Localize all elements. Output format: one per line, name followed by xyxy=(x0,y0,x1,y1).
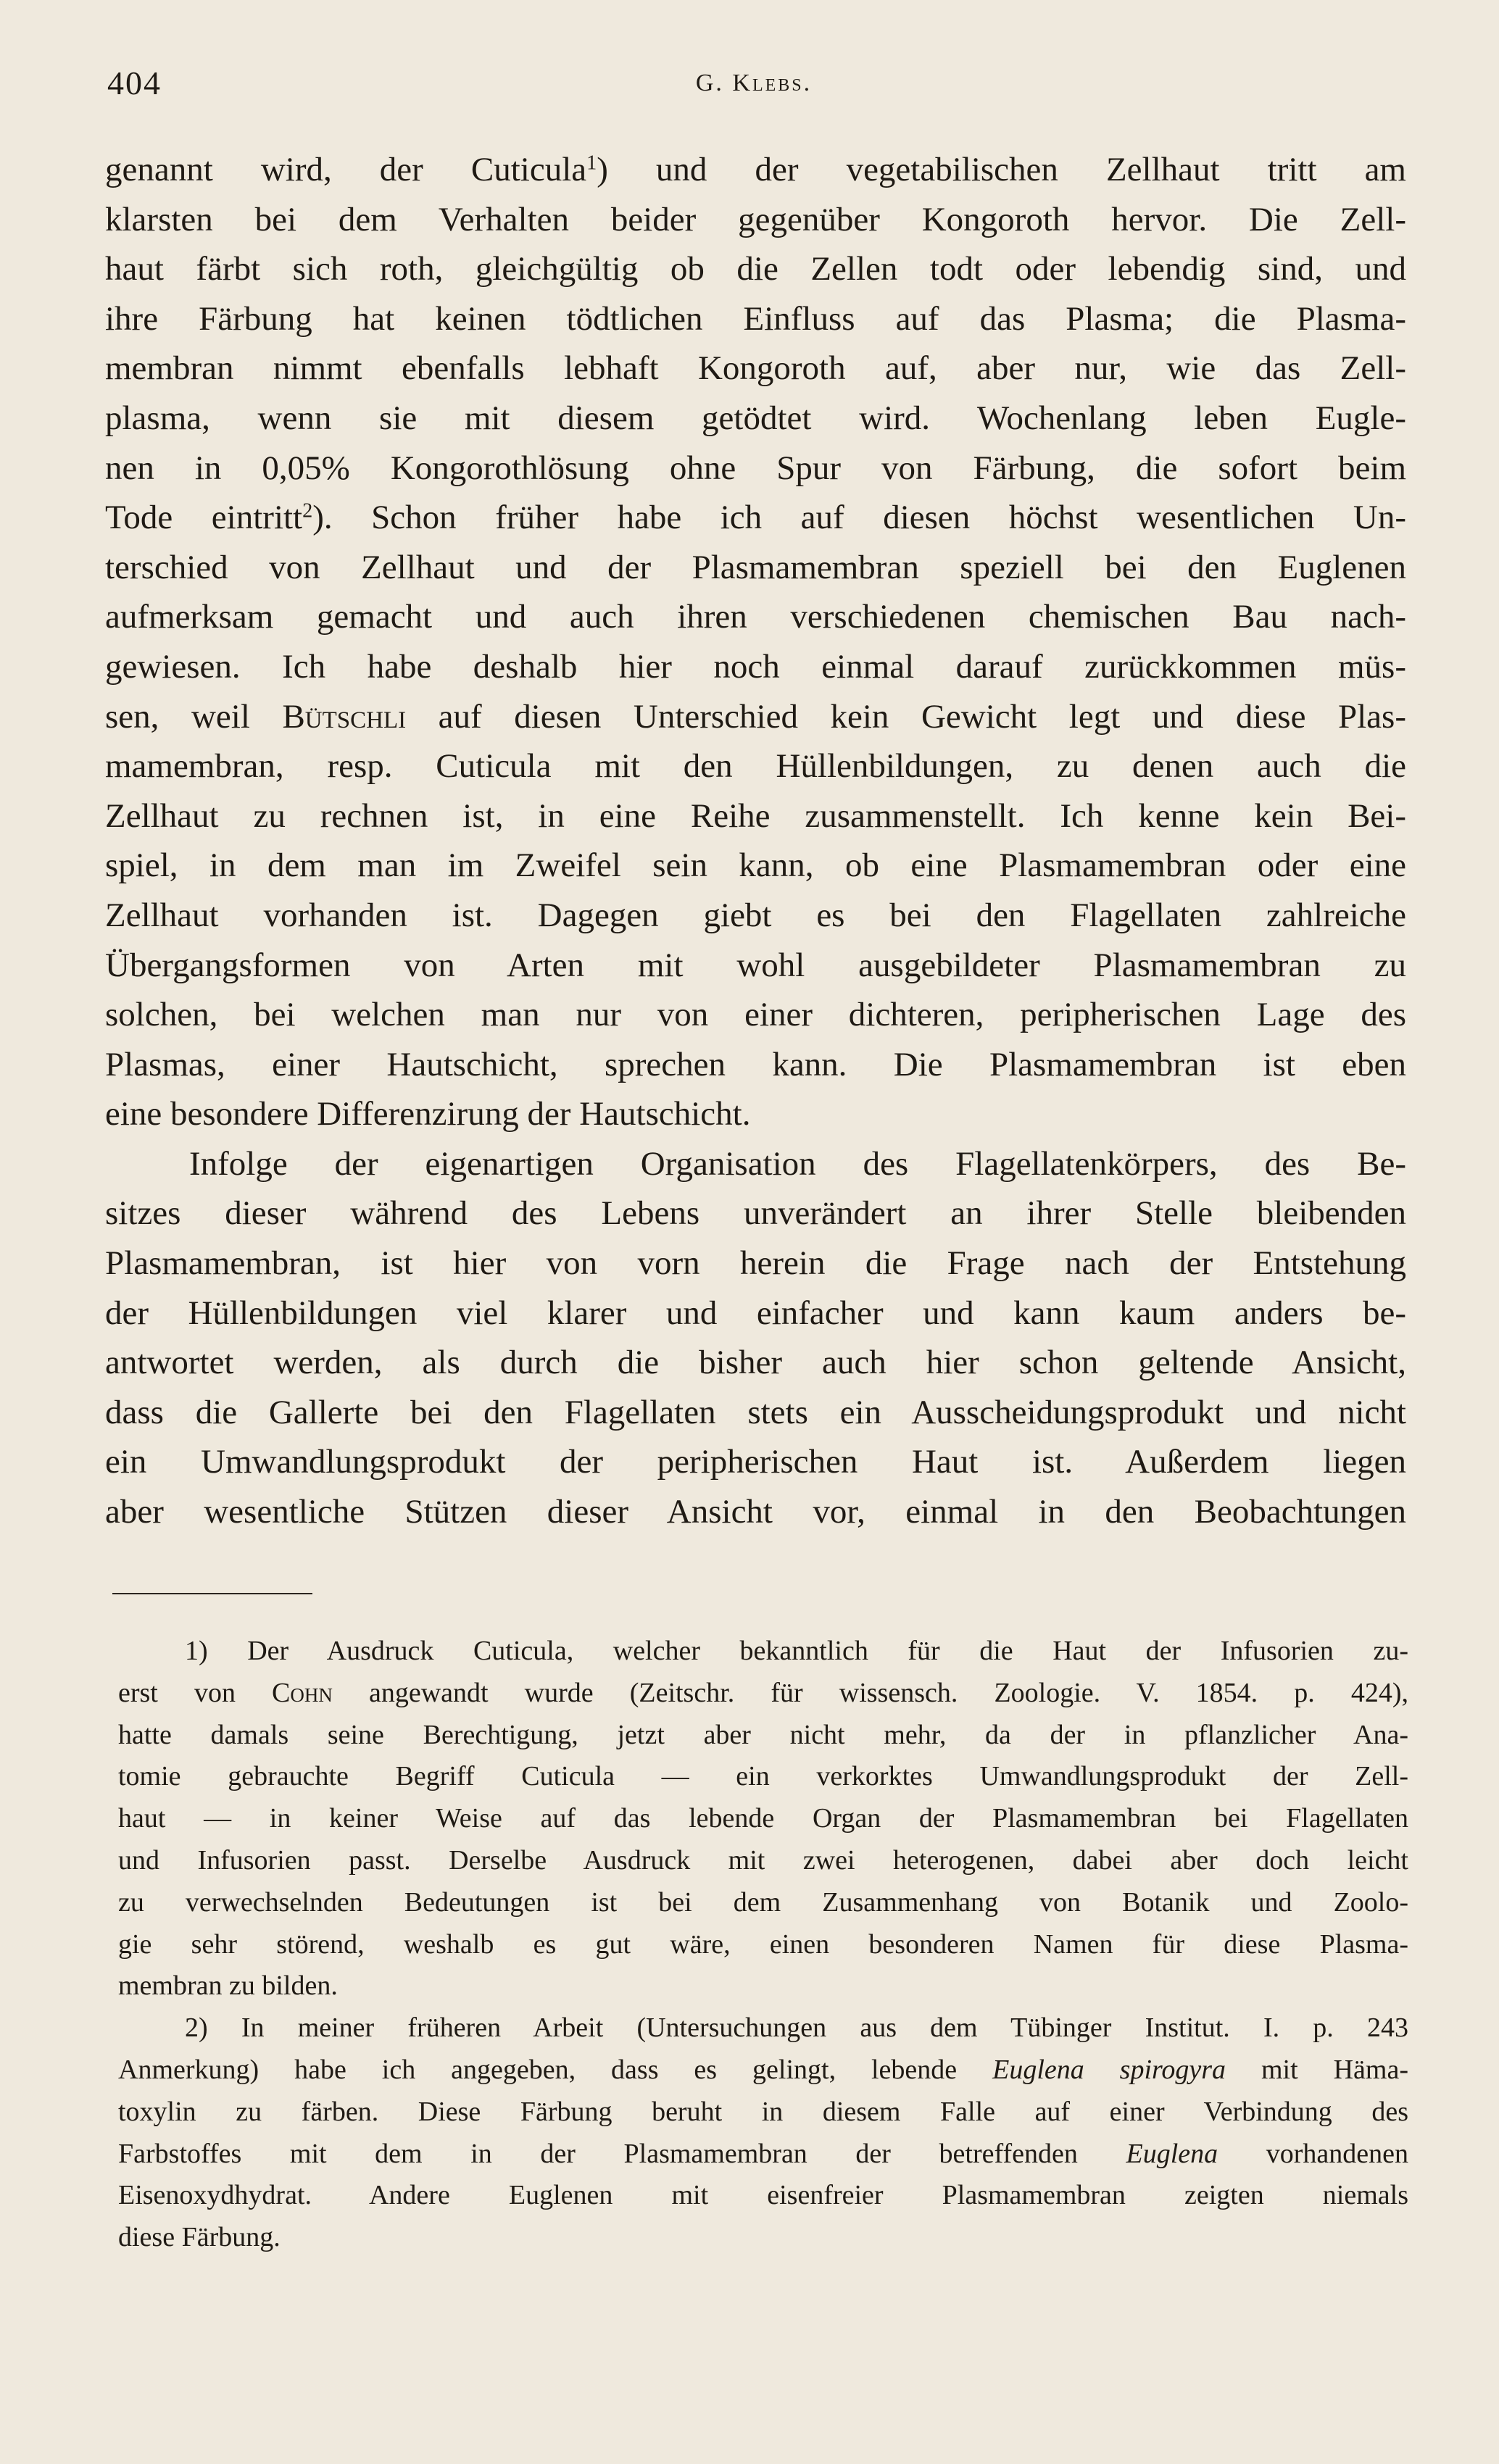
text-line: gewiesen. Ich habe deshalb hier noch einmal darauf zurückkommen müs- xyxy=(105,647,1406,686)
text-line: aufmerksam gemacht und auch ihren verschiedenen chemischen Bau nach- xyxy=(105,598,1406,636)
footnote-line: hatte damals seine Berechtigung, jetzt aber nicht mehr, da der in pflanzlicher Ana- xyxy=(118,1719,1408,1750)
text-line: ihre Färbung hat keinen tödtlichen Einfluss auf das Plasma; die Plasma- xyxy=(105,299,1406,338)
footnote-ref: 2 xyxy=(302,499,313,523)
text-segment: auf diesen Unterschied kein Gewicht legt und diese Plas- xyxy=(406,697,1406,736)
text-line: Zellhaut zu rechnen ist, in eine Reihe zusammenstellt. Ich kenne kein Bei- xyxy=(105,796,1406,835)
text-segment: Farbstoffes mit dem in der Plasmamembran der betreffenden xyxy=(118,2138,1126,2169)
footnotes xyxy=(118,1631,1408,2259)
text-line: sitzes dieser während des Lebens unverändert an ihrer Stelle bleibenden xyxy=(105,1194,1406,1233)
footnote-line: und Infusorien passt. Derselbe Ausdruck mit zwei heterogenen, dabei aber doch leicht xyxy=(118,1844,1408,1876)
footnote-line: zu verwechselnden Bedeutungen ist bei dem Zusammenhang von Botanik und Zoolo- xyxy=(118,1886,1408,1918)
footnote-last-line: membran zu bilden. xyxy=(118,1970,338,2002)
text-segment: Tode eintritt xyxy=(105,499,303,537)
page-header xyxy=(101,64,1406,107)
text-segment: vorhandenen xyxy=(1218,2138,1408,2169)
text-line: antwortet werden, als durch die bisher auch hier schon geltende Ansicht, xyxy=(105,1344,1406,1382)
text-line: ein Umwandlungsprodukt der peripherischen Haut ist. Außerdem liegen xyxy=(105,1443,1406,1481)
footnote-line: haut — in keiner Weise auf das lebende Organ der Plasmamembran bei Flagellaten xyxy=(118,1803,1408,1834)
page-number: 404 xyxy=(107,64,162,101)
paragraph-last-line: eine besondere Differenzirung der Hautschicht. xyxy=(105,1095,751,1133)
text-line xyxy=(105,692,1406,742)
text-line: Zellhaut vorhanden ist. Dagegen giebt es bei den Flagellaten zahlreiche xyxy=(105,896,1406,934)
footnote-line xyxy=(118,2134,1408,2176)
text-line: nen in 0,05% Kongorothlösung ohne Spur von Färbung, die sofort beim xyxy=(105,449,1406,487)
footnote-last-line: diese Färbung. xyxy=(118,2222,281,2253)
text-segment: erst von xyxy=(118,1677,273,1708)
text-line: spiel, in dem man im Zweifel sein kann, ob eine Plasmamembran oder eine xyxy=(105,846,1406,885)
text-segment: mit Häma- xyxy=(1226,2054,1408,2085)
footnote-2-first-line: 2) In meiner früheren Arbeit (Untersuchungen aus dem Tübinger Institut. I. p. 243 xyxy=(185,2013,1408,2044)
footnote-line xyxy=(118,2049,1408,2092)
footnote-line: toxylin zu färben. Diese Färbung beruht in diesem Falle auf einer Verbindung des xyxy=(118,2096,1408,2127)
text-line: der Hüllenbildungen viel klarer und einfacher und kann kaum anders be- xyxy=(105,1294,1406,1332)
footnote-line: Eisenoxydhydrat. Andere Euglenen mit eisenfreier Plasmamembran zeigten niemals xyxy=(118,2180,1408,2211)
paragraph-first-line: Infolge der eigenartigen Organisation des Flagellatenkörpers, des Be- xyxy=(189,1144,1406,1183)
text-line: Plasmamembran, ist hier von vorn herein die Frage nach der Entstehung xyxy=(105,1244,1406,1283)
author-name: Cohn xyxy=(272,1677,333,1708)
text-line: haut färbt sich roth, gleichgültig ob die Zellen todt oder lebendig sind, und xyxy=(105,250,1406,288)
text-line: Übergangsformen von Arten mit wohl ausgebildeter Plasmamembran zu xyxy=(105,946,1406,984)
text-segment: ). Schon früher habe ich auf diesen höchst wesentlichen Un- xyxy=(312,499,1407,537)
footnote-1-first-line: 1) Der Ausdruck Cuticula, welcher bekanntlich für die Haut der Infusorien zu- xyxy=(185,1636,1408,1666)
text-line: aber wesentliche Stützen dieser Ansicht vor, einmal in den Beobachtungen xyxy=(105,1493,1406,1531)
text-segment: ) und der vegetabilischen Zellhaut tritt am xyxy=(597,151,1406,188)
text-segment: Anmerkung) habe ich angegeben, dass es gelingt, lebende xyxy=(118,2054,993,2085)
author-name: Bütschli xyxy=(282,697,407,736)
text-segment: sen, weil xyxy=(105,697,283,736)
text-line: solchen, bei welchen man nur von einer dichteren, peripherischen Lage des xyxy=(105,996,1406,1034)
footnote-line: tomie gebrauchte Begriff Cuticula — ein verkorktes Umwandlungsprodukt der Zell- xyxy=(118,1761,1408,1792)
footnote-separator xyxy=(112,1593,312,1594)
text-line: klarsten bei dem Verhalten beider gegenüber Kongoroth hervor. Die Zell- xyxy=(105,200,1406,238)
text-segment: angewandt wurde (Zeitschr. für wissensch. Zoologie. V. 1854. p. 424), xyxy=(332,1677,1408,1708)
text-line xyxy=(105,145,1406,195)
footnote-line: gie sehr störend, weshalb es gut wäre, einen besonderen Namen für diese Plasma- xyxy=(118,1928,1408,1960)
body-text xyxy=(105,145,1406,1537)
genus-name: Euglena xyxy=(1126,2138,1218,2169)
text-segment: genannt wird, der Cuticula xyxy=(105,151,587,188)
species-name: Euglena spirogyra xyxy=(992,2054,1226,2085)
text-line: Plasmas, einer Hautschicht, sprechen kann. Die Plasmamembran ist eben xyxy=(105,1045,1406,1083)
footnote-line xyxy=(118,1673,1408,1715)
footnote-ref: 1 xyxy=(586,151,597,175)
text-line: dass die Gallerte bei den Flagellaten stets ein Ausscheidungsprodukt und nicht xyxy=(105,1393,1406,1431)
text-line xyxy=(105,493,1406,543)
text-line: terschied von Zellhaut und der Plasmamembran speziell bei den Euglenen xyxy=(105,548,1406,586)
running-head: G. Klebs. xyxy=(695,70,813,96)
text-line: plasma, wenn sie mit diesem getödtet wird. Wochenlang leben Eugle- xyxy=(105,399,1406,437)
text-line: membran nimmt ebenfalls lebhaft Kongoroth auf, aber nur, wie das Zell- xyxy=(105,349,1406,388)
text-line: mamembran, resp. Cuticula mit den Hüllenbildungen, zu denen auch die xyxy=(105,747,1406,786)
